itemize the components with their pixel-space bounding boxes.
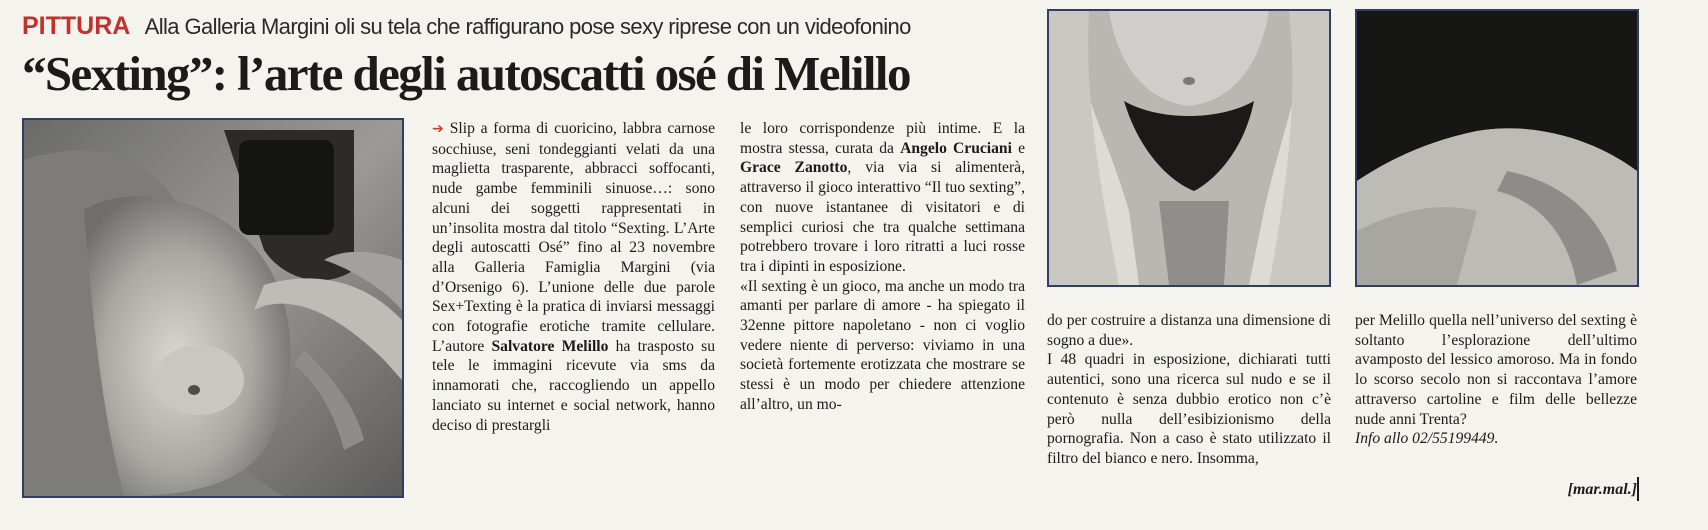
kicker-line xyxy=(22,12,1032,41)
article-column-2 xyxy=(740,119,1025,415)
col1-text-b: ha trasposto su tele le immagini ricevute via sms da innamorati che, raccogliendo un appello lanciato su internet e social network, hanno deciso di prestargli xyxy=(432,337,715,434)
curator-2: Grace Zanotto xyxy=(740,159,848,177)
artist-quote: «Il sexting è un gioco, ma anche un modo tra amanti per parlare di amore - ha spiegato il 32enne pittore napoletano - non ci voglio vedere niente di perverso: viviamo in una società fortemente erotizzata che mostrare se stessi è un modo per chiedere attenzione all’altro, un mo- xyxy=(740,277,1025,413)
author-signature: [mar.mal.] xyxy=(1567,481,1637,498)
article-column-3 xyxy=(1047,311,1331,469)
info-phone: Info allo 02/55199449. xyxy=(1355,430,1499,448)
col2-text-a: le loro corrispondenze più intime. E la mostra stessa, curata da xyxy=(740,120,1025,157)
headline: “Sexting”: l’arte degli autoscatti osé di Melillo xyxy=(22,46,910,101)
col1-text-a: Slip a forma di cuoricino, labbra carnose socchiuse, seni tondeggianti velati da una maglietta trasparente, abbracci soffocanti, nude gambe femminili sinuose…: sono alcuni dei soggetti rappresentati in un’insolita mostra dal titolo “Sexting. L’Arte degli autoscatti Osé” fino al 23 novembre alla Galleria Famiglia Margini (via d’Orsenigo 6). L’unione delle due parole Sex+Texting è la pratica di inviarsi messaggi con fotografie erotiche tramite cellulare. L’autore xyxy=(432,120,715,355)
photo-torso-painting xyxy=(22,118,404,498)
photo-bottom-painting xyxy=(1355,9,1639,287)
photo-hips-painting xyxy=(1047,9,1331,287)
col3-text-b: I 48 quadri in esposizione, dichiarati tutti autentici, sono una ricerca sul nudo e se il contenuto è senza dubbio erotico non c’è però nulla dell’esibizionismo della pornografia. Non a caso è stato utilizzato il filtro del bianco e nero. Insomma, xyxy=(1047,351,1331,467)
article-column-1 xyxy=(432,119,715,435)
conjunction: e xyxy=(1018,139,1025,157)
artist-name: Salvatore Melillo xyxy=(491,337,609,355)
deck-text: Alla Galleria Margini oli su tela che raffigurano pose sexy riprese con un videofonino xyxy=(144,14,911,39)
article-column-4 xyxy=(1355,311,1637,449)
col3-text-a: do per costruire a distanza una dimensione di sogno a due». xyxy=(1047,312,1331,349)
end-rule xyxy=(1637,477,1639,501)
section-label: PITTURA xyxy=(22,12,131,40)
col2-text-b: , via via si alimenterà, attraverso il gioco interattivo “Il tuo sexting”, con nuove istantanee di visitatori e di semplici curiosi che tra qualche settimana potrebbero trovare i loro ritratti a luci rosse tra i dipinti in esposizione. xyxy=(740,159,1025,275)
curator-1: Angelo Cruciani xyxy=(900,139,1012,157)
red-arrow-icon: ➔ xyxy=(432,121,444,137)
col4-text: per Melillo quella nell’universo del sexting è soltanto l’esplorazione dell’ultimo avamposto del lessico amoroso. Ma in fondo lo scorso secolo non si raccontava l’amore attraverso cartoline e film delle bellezze nude anni Trenta? xyxy=(1355,312,1637,428)
